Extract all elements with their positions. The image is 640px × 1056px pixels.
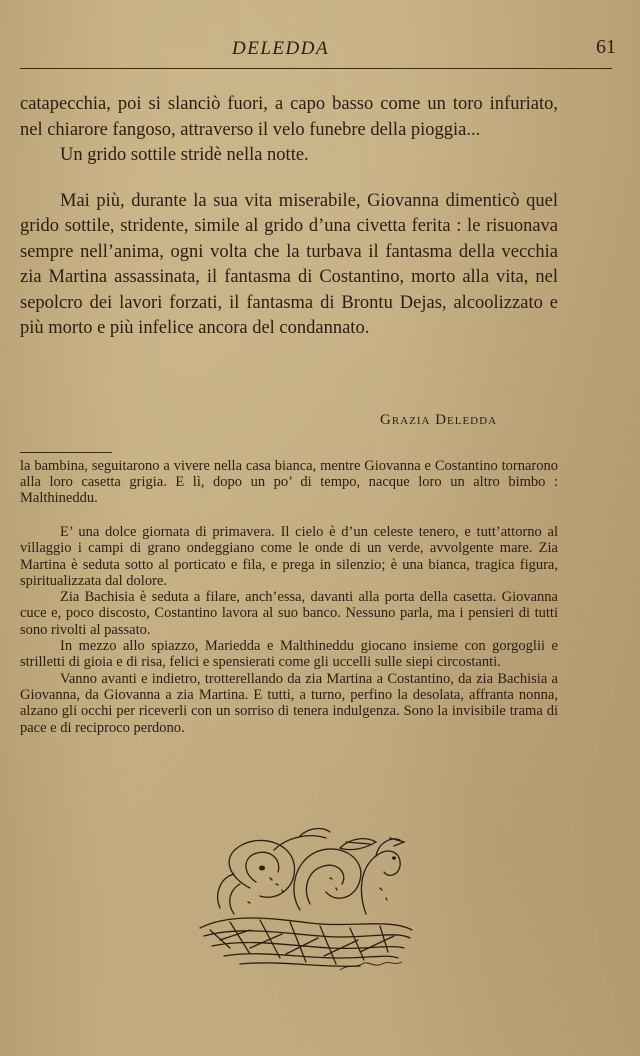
footnote-rule (20, 452, 112, 453)
footnote (20, 458, 558, 506)
running-title: DELEDDA (232, 38, 330, 59)
epilogue-paragraph-4: Vanno avanti e indietro, trotterellando da zia Martina a Costantino, da zia Bachisia a Giovanna, da Giovanna a zia Martina. E tutti, a turno, perfino la desolata, affranta nonna, alzano gli occhi per riceverli con un sorriso di tenera indulgenza. Sono la invisibile trama di pace e di reciproco perdono. (20, 670, 558, 736)
main-paragraph-2: Un grido sottile stridè nella notte. (60, 145, 309, 165)
epilogue-paragraph-3: In mezzo allo spiazzo, Mariedda e Malthineddu giocano insieme con gorgoglii e strilletti di gioia e di risa, felici e spensierati come gli uccelli sulle siepi circostanti. (20, 638, 558, 671)
ornamental-vignette-icon (190, 818, 422, 978)
header-rule (20, 68, 612, 69)
main-paragraph-1: catapecchia, poi si slanciò fuori, a capo basso come un toro infuriato, nel chiarore fangoso, attraverso il velo funebre della pioggia... (20, 94, 558, 140)
footnote-text: la bambina, seguitarono a vivere nella casa bianca, mentre Giovanna e Costantino tornarono alla loro casetta grigia. E lì, dopo un po’ di tempo, nacque loro un altro bimbo : Malthineddu. (20, 458, 558, 506)
main-paragraph-3: Mai più, durante la sua vita miserabile, Giovanna dimenticò quel grido sottile, stridente, simile al grido d’una civetta ferita : le risuonava sempre nell’anima, ogni volta che la turbava il fantasma della vecchia zia Martina assassinata, il fantasma di Costantino, morto alla vita, nel sepolcro dei lavori forzati, il fantasma di Brontu Dejas, alcoolizzato e più morto e più infelice ancora del condannato. (20, 190, 558, 338)
page-number: 61 (596, 36, 616, 58)
page-header (20, 34, 620, 64)
epilogue (20, 524, 558, 736)
author-signature: Grazia Deledda (380, 412, 498, 428)
epilogue-paragraph-1: E’ una dolce giornata di primavera. Il cielo è d’un celeste tenero, e tutt’attorno al villaggio i campi di grano ondeggiano come le onde di un verde, avvolgente mare. Zia Martina è seduta sotto al porticato e fila, e prega in silenzio; è una bianca, tragica figura, spiritualizzata dal dolore. (20, 524, 558, 589)
main-text (20, 92, 558, 342)
epilogue-paragraph-2: Zia Bachisia è seduta a filare, anch’essa, davanti alla porta della casetta. Giovanna cuce e, poco discosto, Costantino lavora al suo banco. Nessuno parla, ma i pensieri di tutti sono rivolti al passato. (20, 589, 558, 638)
